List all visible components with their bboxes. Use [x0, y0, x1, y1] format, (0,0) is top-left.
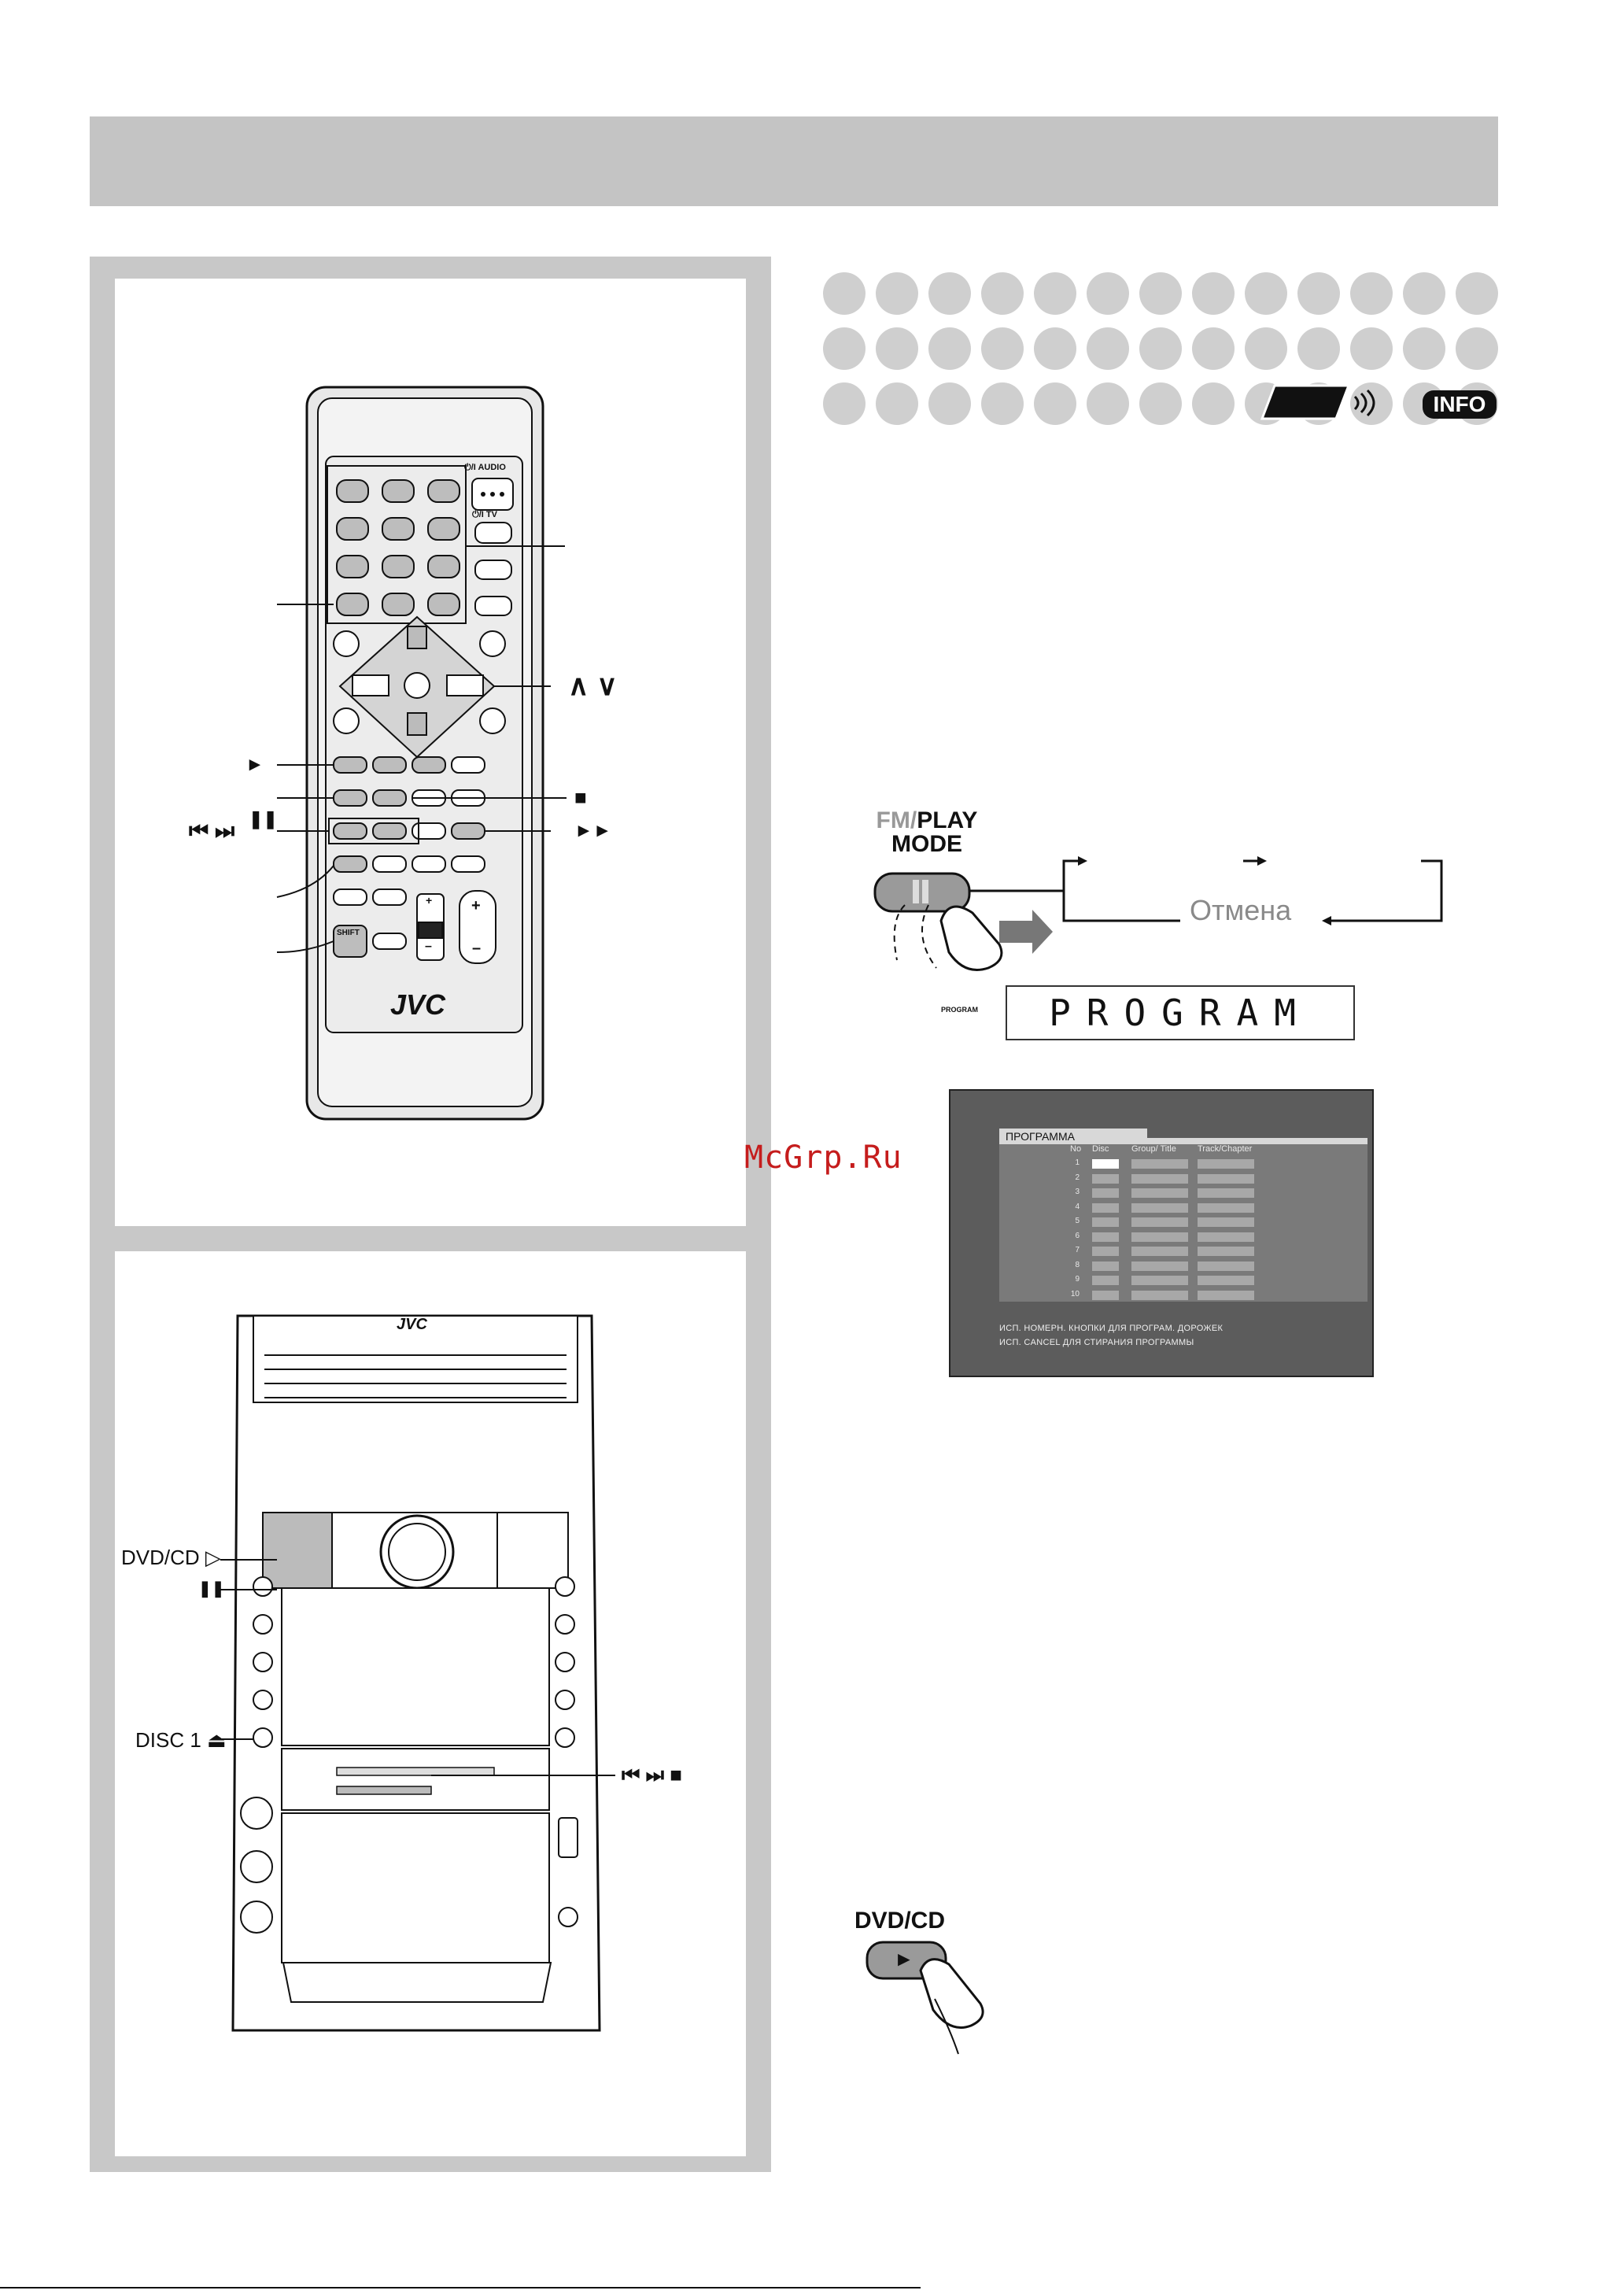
ffwd-callout: ►► [574, 820, 612, 841]
prev-next-callout: ⏮ ⏭ [189, 818, 235, 843]
col-track-chapter: Track/Chapter [1198, 1144, 1253, 1154]
unit-pause-callout: ❚❚ [198, 1580, 225, 1598]
play-callout: ► [245, 754, 264, 775]
osd-footer-line1: ИСП. НОМЕРН. КНОПКИ ДЛЯ ПРОГРАМ. ДОРОЖЕК [999, 1324, 1224, 1333]
osd-row-number: 5 [1075, 1217, 1080, 1225]
col-group-title: Group/ Title [1131, 1144, 1176, 1154]
osd-row-number: 3 [1075, 1188, 1080, 1196]
up-down-callout: ∧ ∨ [568, 669, 618, 701]
osd-row-number: 7 [1075, 1246, 1080, 1254]
dvdcd-play-callout: DVD/CD ▷ [121, 1546, 221, 1569]
osd-tab-title: ПРОГРАММА [999, 1129, 1147, 1144]
footer-rule [0, 2287, 921, 2288]
pause-callout: ❚❚ [249, 809, 278, 829]
remote-brand-logo: JVC [390, 988, 446, 1021]
cancel-label: Отмена [1190, 894, 1292, 926]
watermark: McGrp.Ru [744, 1140, 902, 1176]
dvdcd-button-label: DVD/CD [854, 1908, 946, 1934]
osd-row-number: 6 [1075, 1231, 1080, 1240]
osd-row-number: 8 [1075, 1260, 1080, 1269]
info-badge: INFO [1423, 390, 1497, 419]
dvdcd-play-symbol[interactable]: ► [894, 1947, 914, 1971]
program-indicator: PROGRAM [941, 1006, 978, 1014]
osd-row-number: 9 [1075, 1275, 1080, 1284]
disc1-callout: DISC 1 ⏏ [135, 1728, 227, 1752]
display-text: PROGRAM [1049, 992, 1312, 1034]
minus-label-right: – [472, 940, 482, 957]
col-no: No [1070, 1144, 1082, 1154]
plus-label-right: + [471, 897, 481, 914]
osd-footer-line2: ИСП. CANCEL ДЛЯ СТИРАНИЯ ПРОГРАММЫ [999, 1338, 1194, 1347]
unit-prev-next-stop-callout: ⏮ ⏭ ■ [622, 1763, 682, 1786]
osd-row-number: 4 [1075, 1202, 1080, 1211]
shift-label: SHIFT [337, 929, 360, 937]
stop-callout: ■ [574, 785, 587, 809]
power-audio-label: ⏻/I AUDIO [464, 463, 506, 472]
unit-brand-logo: JVC [397, 1316, 427, 1333]
col-disc: Disc [1092, 1144, 1109, 1154]
osd-row-number: 10 [1070, 1289, 1080, 1298]
mode-label: MODE [891, 831, 962, 857]
fm-label: FM/ [876, 807, 917, 833]
osd-row-number: 2 [1075, 1173, 1080, 1182]
power-tv-label: ⏻/I TV [472, 510, 497, 519]
play-label: PLAY [917, 807, 978, 833]
plus-label: + [426, 894, 433, 907]
minus-label: – [425, 940, 432, 953]
osd-row-number: 1 [1075, 1158, 1080, 1167]
